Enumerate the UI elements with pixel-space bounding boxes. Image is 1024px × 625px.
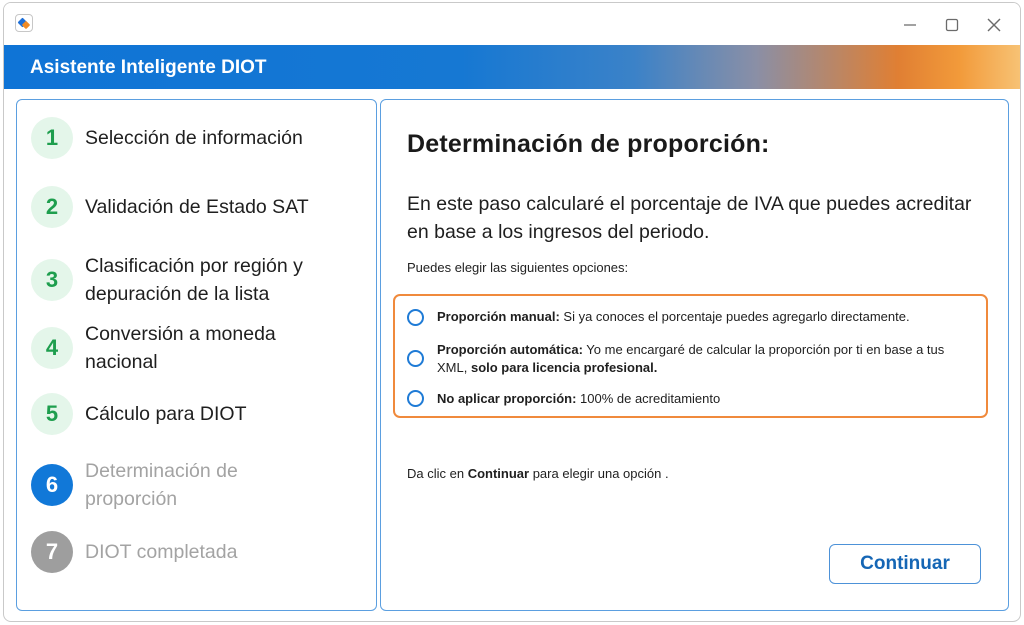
hint-prefix: Da clic en (407, 466, 468, 481)
option-text (437, 341, 977, 377)
step-number-badge: 5 (31, 393, 73, 435)
step-number-badge: 4 (31, 327, 73, 369)
continue-button[interactable]: Continuar (829, 544, 981, 584)
page-title: Determinación de proporción: (407, 130, 770, 158)
option-none[interactable] (407, 390, 977, 410)
option-text (437, 390, 977, 408)
options-group (393, 294, 988, 418)
maximize-icon (945, 18, 959, 32)
step-label: Clasificación por región y depuración de la lista (85, 255, 303, 305)
option-text (437, 308, 977, 326)
option-description: 100% de acreditamiento (576, 391, 721, 406)
content-panel (380, 99, 1009, 611)
step-6 (17, 457, 376, 513)
radio-proporcion-manual[interactable] (407, 309, 424, 326)
option-title: Proporción manual: (437, 309, 560, 324)
step-4 (17, 320, 376, 376)
step-number-badge: 1 (31, 117, 73, 159)
hint-suffix: para elegir una opción . (529, 466, 669, 481)
app-window (3, 2, 1021, 622)
step-label: Determinación de proporción (85, 460, 238, 510)
minimize-icon (903, 18, 917, 32)
option-manual[interactable] (407, 308, 977, 328)
step-label: DIOT completada (85, 541, 238, 563)
option-emphasis: solo para licencia profesional. (470, 360, 658, 375)
step-label: Validación de Estado SAT (85, 196, 309, 218)
header-banner (4, 45, 1020, 89)
hint-bold: Continuar (467, 466, 530, 481)
minimize-button[interactable] (892, 11, 928, 39)
intro-text: En este paso calcularé el porcentaje de IVA que puedes acreditar en base a los ingresos del periodo. (407, 193, 972, 243)
option-automatic[interactable] (407, 341, 977, 379)
radio-no-aplicar[interactable] (407, 390, 424, 407)
step-7 (17, 531, 376, 573)
step-label: Conversión a moneda nacional (85, 323, 276, 373)
app-logo-icon (15, 14, 33, 32)
close-icon (986, 17, 1002, 33)
radio-proporcion-automatica[interactable] (407, 350, 424, 367)
option-description: Yo me encargaré de calcular la proporción por ti en base a tus XML, (437, 342, 945, 375)
step-number-badge: 6 (31, 464, 73, 506)
step-label: Selección de información (85, 127, 303, 149)
step-number-badge: 3 (31, 259, 73, 301)
close-button[interactable] (976, 11, 1012, 39)
step-label: Cálculo para DIOT (85, 403, 247, 425)
option-description: Si ya conoces el porcentaje puedes agregarlo directamente. (559, 309, 910, 324)
step-1 (17, 117, 376, 159)
step-3 (17, 252, 376, 308)
maximize-button[interactable] (934, 11, 970, 39)
footer-hint (407, 466, 669, 481)
app-title: Asistente Inteligente DIOT (30, 57, 267, 78)
step-number-badge: 2 (31, 186, 73, 228)
step-number-badge: 7 (31, 531, 73, 573)
step-5 (17, 393, 376, 435)
step-2 (17, 186, 376, 228)
options-caption: Puedes elegir las siguientes opciones: (407, 260, 629, 275)
option-title: No aplicar proporción: (437, 391, 577, 406)
steps-panel (16, 99, 377, 611)
option-title: Proporción automática: (437, 342, 583, 357)
title-bar (4, 3, 1020, 45)
